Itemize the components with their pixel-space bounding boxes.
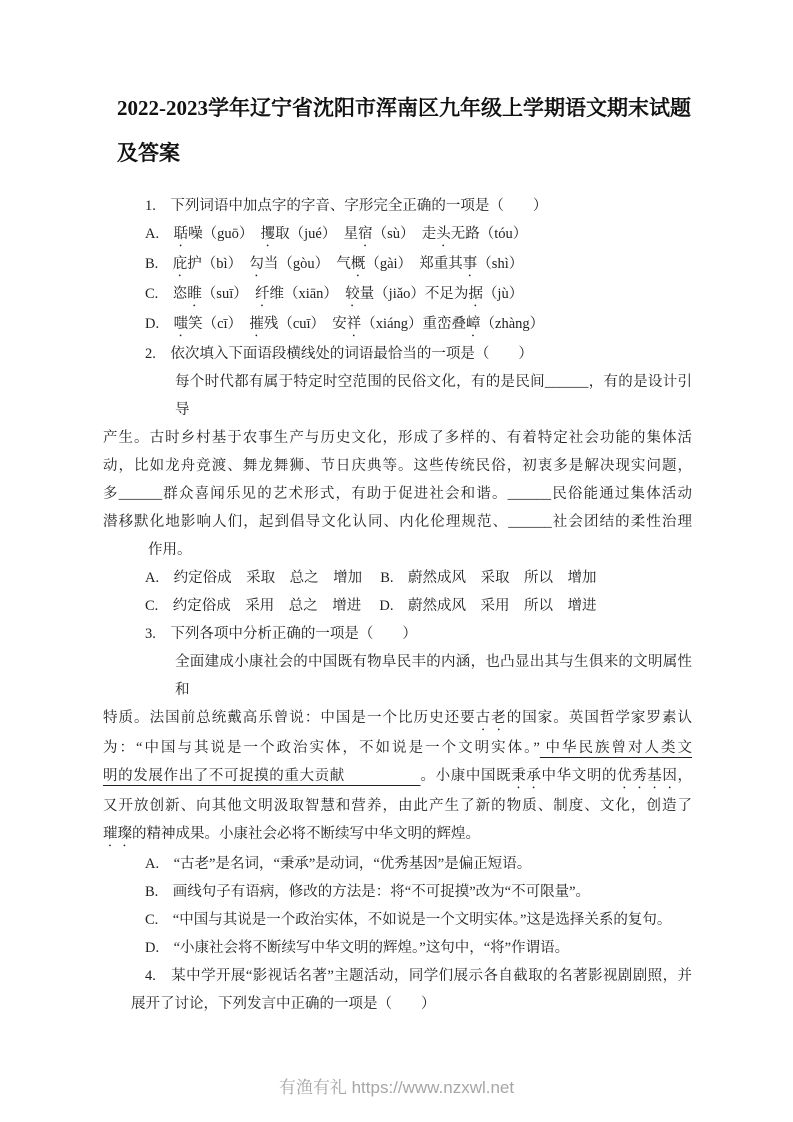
text-segment: 3. 下列各项中分析正确的一项是（ ） — [145, 626, 417, 642]
text-segment: 当（gòu） 气 — [263, 256, 351, 272]
text-segment: 。小康中国既 — [420, 768, 512, 784]
text-segment: 护（bì） — [187, 256, 250, 272]
emphasis-dotted-text: 优秀基因 — [617, 768, 678, 784]
paragraph-line — [103, 508, 692, 536]
text-segment: C. “中国与其说是一个政治实体，不如说是一个文明实体。”这是选择关系的复句。 — [145, 912, 672, 928]
underlined-text: 中华民族曾对人类文 — [539, 740, 692, 756]
emphasis-dotted-text: 攫 — [260, 226, 276, 242]
footer-watermark: 有渔有礼 https://www.nzxwl.net — [278, 1078, 515, 1097]
option-line — [103, 592, 692, 620]
paragraph-line — [103, 480, 692, 508]
emphasis-dotted-text: 纤 — [254, 286, 270, 302]
question-line — [103, 620, 692, 648]
option-line — [103, 906, 692, 934]
paragraph-line — [103, 734, 692, 762]
text-segment: 残（cuī） 安 — [263, 316, 347, 332]
text-segment: D. — [145, 316, 174, 332]
exam-body — [103, 192, 692, 1018]
text-segment: 的国家。英国哲学家罗素认 — [506, 710, 693, 726]
text-segment: ， — [677, 768, 693, 784]
paragraph-line — [103, 452, 692, 480]
text-segment: （jù） — [482, 286, 524, 302]
text-segment: B. — [145, 256, 173, 272]
text-segment: 1. 下列词语中加点字的字音、字形完全正确的一项是（ ） — [145, 198, 548, 214]
text-segment: 每个时代都有属于特定时空范围的民俗文化，有的是民间______，有的是设计引导 — [175, 374, 692, 418]
option-line — [103, 280, 692, 310]
text-segment: 动，比如龙舟竞渡、舞龙舞狮、节日庆典等。这些传统民俗，初衷多是解决现实问题， — [103, 458, 692, 474]
text-segment: D. “小康社会将不断续写中华文明的辉煌。”这句中，“将”作谓语。 — [145, 940, 570, 956]
text-segment: 为：“中国与其说是一个政治实体，不如说是一个文明实体。” — [103, 740, 540, 756]
text-segment: （gài） 郑重其 — [365, 256, 463, 272]
paragraph-line — [103, 424, 692, 452]
text-segment: 的精神成果。小康社会必将不断续写中华文明的辉煌。 — [132, 826, 480, 842]
emphasis-dotted-text: 祥 — [346, 316, 362, 332]
text-segment: （xiáng）重峦叠 — [361, 316, 467, 332]
option-line — [103, 934, 692, 962]
text-segment: B. 画线句子有语病，修改的方法是：将“不可捉摸”改为“不可限量”。 — [145, 884, 591, 900]
option-line — [103, 310, 692, 340]
text-segment: 噪（guō） — [188, 226, 261, 242]
emphasis-dotted-text: 据 — [468, 286, 483, 302]
text-segment: 全面建成小康社会的中国既有物阜民丰的内涵，也凸显出其与生俱来的文明属性和 — [175, 654, 692, 698]
option-line — [103, 250, 692, 280]
text-segment: 维（xiān） — [269, 286, 346, 302]
option-line — [103, 850, 692, 878]
option-line — [103, 878, 692, 906]
emphasis-dotted-text: 古老 — [475, 710, 507, 726]
paragraph-line — [103, 762, 692, 792]
option-line — [103, 220, 692, 250]
emphasis-dotted-text: 秉承 — [511, 768, 542, 784]
emphasis-dotted-text: 概 — [350, 256, 366, 272]
emphasis-dotted-text: 睢 — [187, 286, 202, 302]
text-segment: （sù） 走 — [372, 226, 437, 242]
text-segment: 取（jué） 星 — [275, 226, 359, 242]
text-segment: 4. 某中学开展“影视话名著”主题活动，同学们展示各自截取的名著影视剧剧照，并 — [145, 968, 692, 984]
paragraph-line — [103, 704, 692, 734]
text-segment: 展开了讨论，下列发言中正确的一项是（ ） — [131, 996, 436, 1012]
text-segment: （zhàng） — [480, 316, 545, 332]
text-segment: 作用。 — [148, 542, 192, 558]
paragraph-line — [103, 820, 692, 850]
text-segment: 多______群众喜闻乐见的艺术形式，有助于促进社会和谐。______民俗能通过集体活动 — [103, 486, 692, 502]
page-title: 2022-2023学年辽宁省沈阳市浑南区九年级上学期语文期末试题及答案 — [117, 96, 691, 165]
text-segment: C. 恣 — [145, 286, 188, 302]
emphasis-dotted-text: 头 — [436, 226, 451, 242]
text-segment: 2. 依次填入下面语段横线处的词语最恰当的一项是（ ） — [145, 346, 533, 362]
emphasis-dotted-text: 庇 — [172, 256, 188, 272]
text-segment: A. “古老”是名词，“秉承”是动词，“优秀基因”是偏正短语。 — [145, 856, 532, 872]
text-segment: 中华文明的 — [541, 768, 618, 784]
emphasis-dotted-text: 嶂 — [466, 316, 481, 332]
text-segment: （shì） — [477, 256, 524, 272]
text-segment: 又开放创新、向其他文明汲取智慧和营养，由此产生了新的物质、制度、文化，创造了 — [103, 798, 692, 814]
text-segment: 特质。法国前总统戴高乐曾说：中国是一个比历史还要 — [103, 710, 476, 726]
emphasis-dotted-text: 较 — [345, 286, 360, 302]
text-segment: 潜移默化地影响人们，起到倡导文化认同、内化伦理规范、______社会团结的柔性治理 — [103, 514, 692, 530]
text-segment: C. 约定俗成 采用 总之 增进 D. 蔚然成风 采用 所以 增进 — [145, 598, 597, 614]
emphasis-dotted-text: 摧 — [249, 316, 264, 332]
text-segment: A. — [145, 226, 174, 242]
text-segment: 笑（cī） — [188, 316, 250, 332]
question-line — [103, 340, 692, 368]
paragraph-line — [103, 792, 692, 820]
question-line — [103, 962, 692, 990]
paragraph-line — [103, 368, 692, 424]
text-segment: 量（jiǎo）不足为 — [359, 286, 469, 302]
text-segment: 产生。古时乡村基于农事生产与历史文化，形成了多样的、有着特定社会功能的集体活 — [103, 430, 692, 446]
emphasis-dotted-text: 璀璨 — [103, 826, 132, 842]
emphasis-dotted-text: 宿 — [358, 226, 373, 242]
text-segment: A. 约定俗成 采取 总之 增加 B. 蔚然成风 采取 所以 增加 — [145, 570, 597, 586]
emphasis-dotted-text: 勾 — [249, 256, 264, 272]
underlined-text: 明的发展作出了不可捉摸的重大贡献 — [103, 768, 421, 784]
emphasis-dotted-text: 嗤 — [173, 316, 189, 332]
text-segment: （suī） — [201, 286, 255, 302]
paragraph-line — [103, 648, 692, 704]
question-line — [103, 990, 692, 1018]
option-line — [103, 564, 692, 592]
text-segment: 无路（tóu） — [450, 226, 528, 242]
emphasis-dotted-text: 聒 — [173, 226, 189, 242]
emphasis-dotted-text: 事 — [462, 256, 478, 272]
question-line — [103, 192, 692, 220]
paragraph-line — [103, 536, 692, 564]
